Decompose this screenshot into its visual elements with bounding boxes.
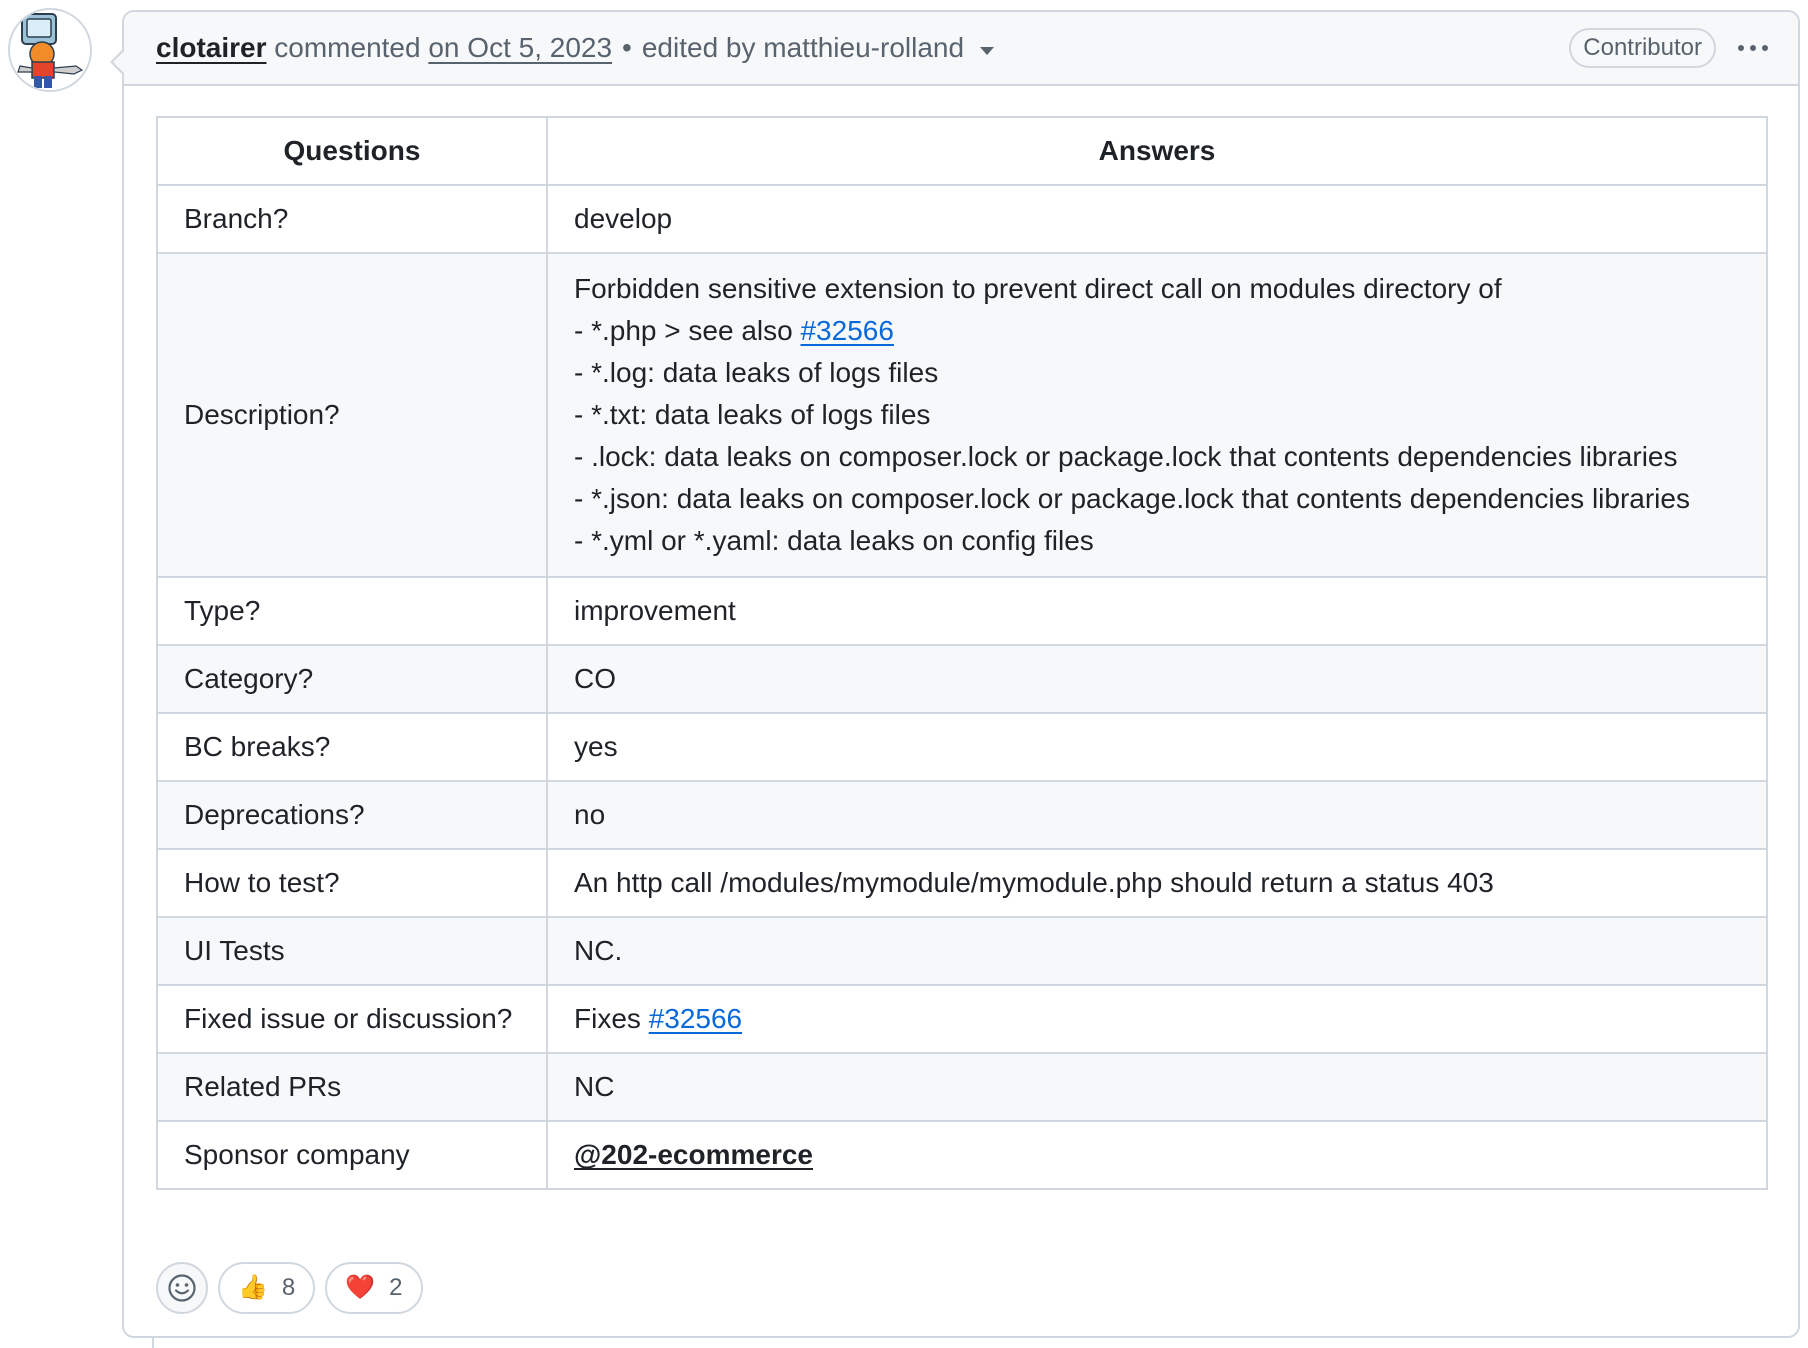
table-row <box>157 849 1767 917</box>
edit-history-dropdown[interactable] <box>642 32 994 64</box>
comment-box <box>122 10 1800 1338</box>
comment-action: commented <box>274 32 421 63</box>
add-reaction-button[interactable] <box>156 1262 208 1314</box>
description-text: - *.php > see also <box>574 315 793 346</box>
column-header-questions: Questions <box>157 117 547 185</box>
issue-link[interactable]: #32566 <box>800 315 894 346</box>
question-cell: Branch? <box>157 185 547 253</box>
contributor-badge: Contributor <box>1569 28 1716 68</box>
description-line: Forbidden sensitive extension to prevent direct call on modules directory of <box>574 273 1502 304</box>
fixes-text: Fixes <box>574 1003 641 1034</box>
issue-link[interactable]: #32566 <box>648 1003 743 1034</box>
question-cell: Fixed issue or discussion? <box>157 985 547 1053</box>
thumbs-up-reaction-button[interactable] <box>218 1262 315 1314</box>
triangle-down-icon <box>980 47 994 55</box>
answer-cell <box>547 985 1767 1053</box>
description-line <box>574 310 1740 352</box>
table-row <box>157 253 1767 577</box>
description-line: - *.yml or *.yaml: data leaks on config files <box>574 525 1094 556</box>
answer-cell: no <box>547 781 1767 849</box>
question-cell: UI Tests <box>157 917 547 985</box>
table-row <box>157 1053 1767 1121</box>
table-row <box>157 185 1767 253</box>
question-cell: Type? <box>157 577 547 645</box>
answer-cell: develop <box>547 185 1767 253</box>
table-header-row <box>157 117 1767 185</box>
answer-cell: CO <box>547 645 1767 713</box>
answer-cell: improvement <box>547 577 1767 645</box>
question-cell: Deprecations? <box>157 781 547 849</box>
question-cell: Category? <box>157 645 547 713</box>
answer-cell: NC. <box>547 917 1767 985</box>
question-cell: Description? <box>157 253 547 577</box>
smiley-icon <box>167 1273 197 1303</box>
thumbs-up-icon: 👍 <box>238 1274 268 1301</box>
comment-date-link[interactable]: on Oct 5, 2023 <box>428 32 613 63</box>
comment-caret-fill <box>113 51 124 73</box>
description-line: - *.log: data leaks of logs files <box>574 357 939 388</box>
answer-cell: An http call /modules/mymodule/mymodule.php should return a status 403 <box>547 849 1767 917</box>
answer-cell: NC <box>547 1053 1767 1121</box>
answer-cell: yes <box>547 713 1767 781</box>
header-separator: • <box>622 32 632 63</box>
author-link[interactable]: clotairer <box>156 32 267 63</box>
reaction-count: 2 <box>389 1274 403 1301</box>
avatar[interactable] <box>8 8 92 92</box>
table-row <box>157 917 1767 985</box>
table-row <box>157 713 1767 781</box>
question-cell: Related PRs <box>157 1053 547 1121</box>
heart-icon: ❤️ <box>345 1274 376 1301</box>
edited-by-text: edited by matthieu-rolland <box>641 32 965 63</box>
description-line: - .lock: data leaks on composer.lock or package.lock that contents dependencies libraries <box>574 441 1678 472</box>
qa-table <box>156 116 1768 1190</box>
kebab-horizontal-icon[interactable] <box>1738 45 1768 51</box>
heart-reaction-button[interactable] <box>325 1262 422 1314</box>
answer-cell <box>547 1121 1767 1189</box>
question-cell: How to test? <box>157 849 547 917</box>
table-row <box>157 577 1767 645</box>
avatar-illustration <box>10 10 92 92</box>
table-row <box>157 1121 1767 1189</box>
question-cell: Sponsor company <box>157 1121 547 1189</box>
reactions-bar <box>156 1262 423 1314</box>
question-cell: BC breaks? <box>157 713 547 781</box>
reaction-count: 8 <box>281 1274 296 1301</box>
table-row <box>157 781 1767 849</box>
column-header-answers: Answers <box>547 117 1767 185</box>
comment-header <box>124 12 1798 86</box>
sponsor-mention-link[interactable]: @202-ecommerce <box>574 1139 813 1170</box>
description-line: - *.txt: data leaks of logs files <box>574 399 931 430</box>
table-row <box>157 985 1767 1053</box>
answer-cell <box>547 253 1767 577</box>
table-row <box>157 645 1767 713</box>
description-line: - *.json: data leaks on composer.lock or package.lock that contents dependencies libraries <box>574 483 1690 514</box>
